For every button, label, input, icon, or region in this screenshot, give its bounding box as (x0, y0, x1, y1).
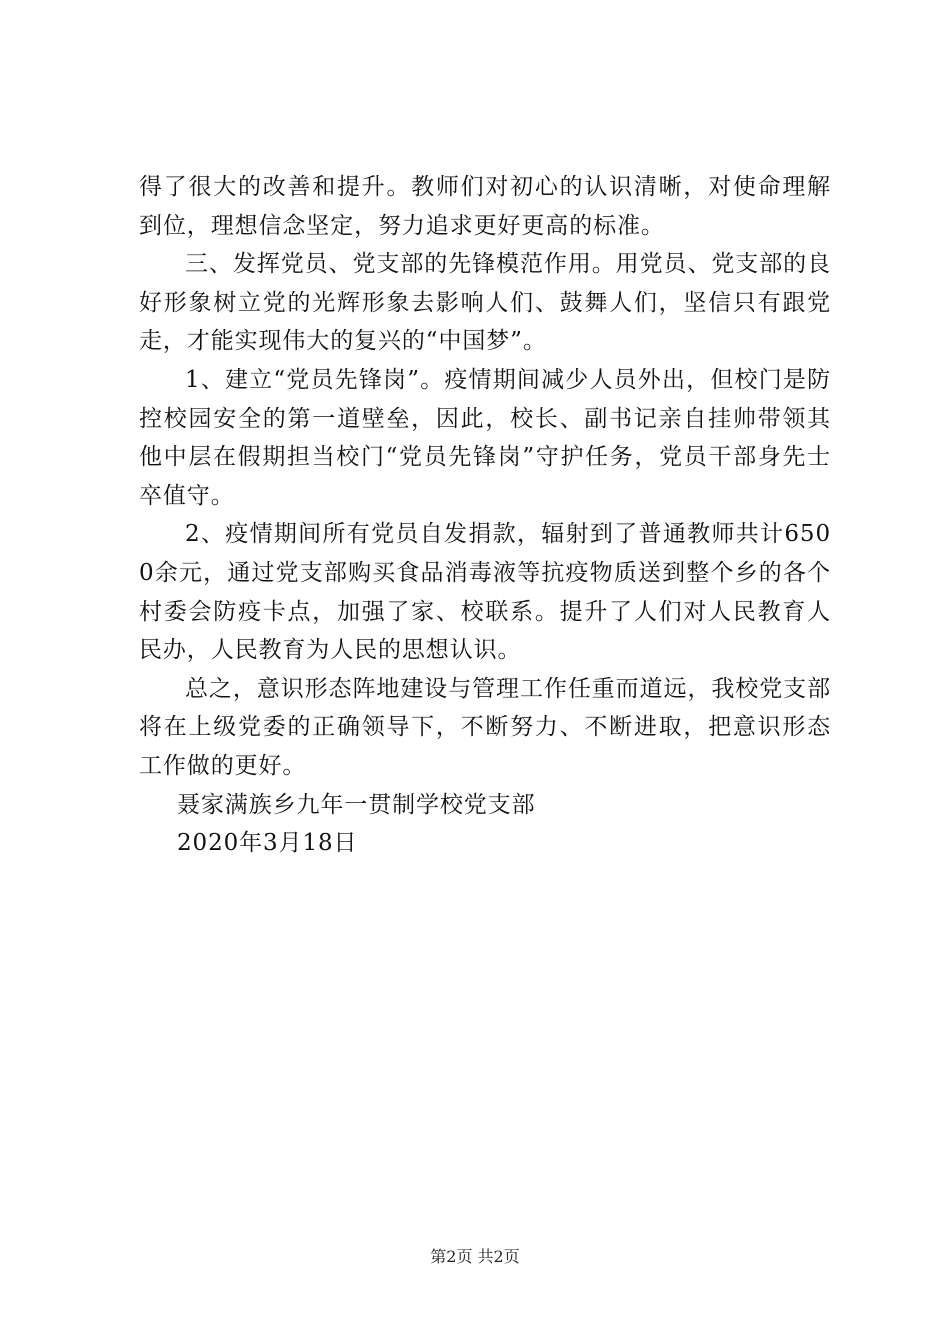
page-number-footer: 第2页 共2页 (430, 1247, 520, 1266)
paragraph-conclusion: 总之，意识形态阵地建设与管理工作任重而道远，我校党支部将在上级党委的正确领导下，不断努力、不断进取，把意识形态工作做的更好。 (139, 675, 831, 779)
paragraph-item-two: 2、疫情期间所有党员自发捐款，辐射到了普通教师共计6500余元，通过党支部购买食品消毒液等抗疫物质送到整个乡的各个村委会防疫卡点，加强了家、校联系。提升了人们对人民教育人民办，人民教育为人民的思想认识。 (139, 521, 831, 664)
paragraph-continuation: 得了很大的改善和提升。教师们对初心的认识清晰，对使命理解到位，理想信念坚定，努力追求更好更高的标准。 (139, 174, 831, 239)
signature-organization: 聂家满族乡九年一贯制学校党支部 (177, 791, 536, 818)
document-body (139, 168, 831, 863)
signature-date: 2020年3月18日 (177, 830, 358, 857)
paragraph-item-one: 1、建立“党员先锋岗”。疫情期间减少人员外出，但校门是防控校园安全的第一道壁垒，因此，校长、副书记亲自挂帅带领其他中层在假期担当校门“党员先锋岗”守护任务，党员干部身先士卒值守。 (139, 366, 831, 509)
paragraph-section-three: 三、发挥党员、党支部的先锋模范作用。用党员、党支部的良好形象树立党的光辉形象去影响人们、鼓舞人们，坚信只有跟党走，才能实现伟大的复兴的“中国梦”。 (139, 251, 831, 355)
